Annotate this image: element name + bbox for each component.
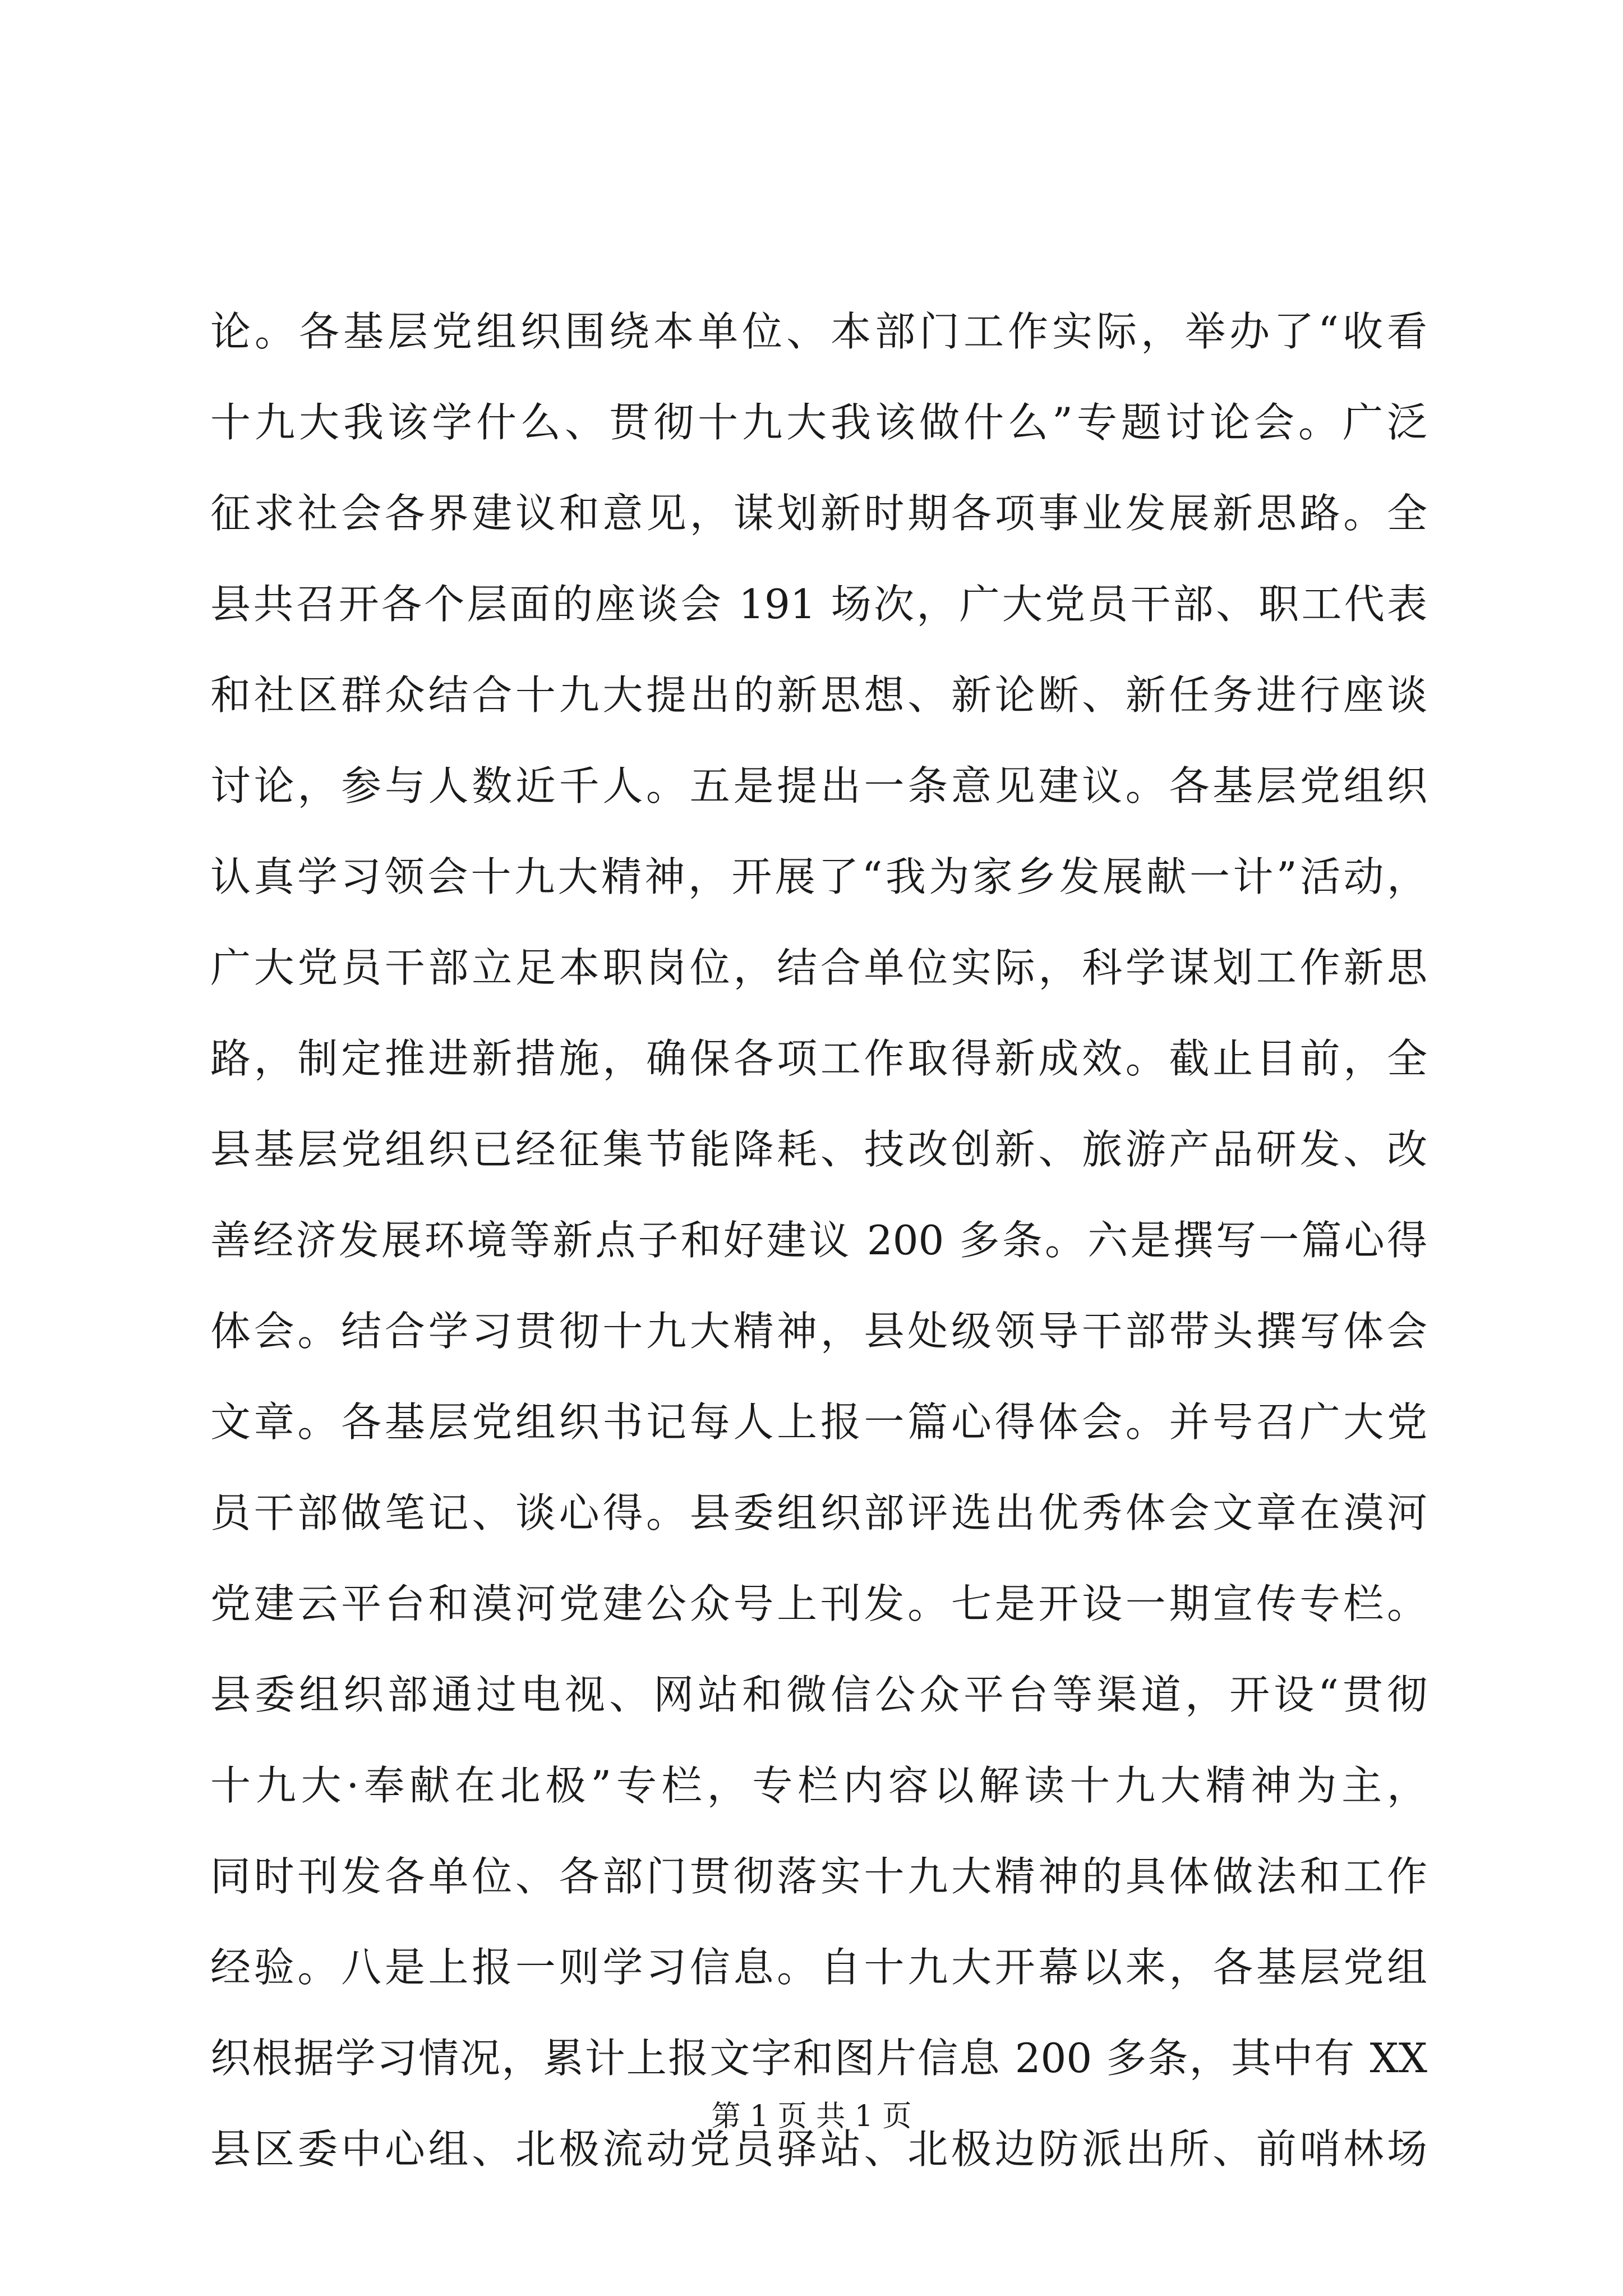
text-line-15: 党建云平台和漠河党建公众号上刊发。七是开设一期宣传专栏。: [210, 1580, 1427, 1627]
text-line-8: 广大党员干部立足本职岗位，结合单位实际，科学谋划工作新思: [210, 944, 1427, 991]
text-line-4: 县共召开各个层面的座谈会 191 场次，广大党员干部、职工代表: [210, 581, 1427, 628]
body-text: [210, 286, 1427, 2194]
text-line-5: 和社区群众结合十九大提出的新思想、新论断、新任务进行座谈: [210, 671, 1427, 719]
text-line-20: 织根据学习情况，累计上报文字和图片信息 200 多条，其中有 XX: [210, 2035, 1427, 2082]
page-footer: [0, 2097, 1623, 2136]
text-line-19: 经验。八是上报一则学习信息。自十九大开幕以来，各基层党组: [210, 1944, 1427, 1991]
text-line-2: 十九大我该学什么、贯彻十九大我该做什么”专题讨论会。广泛: [210, 399, 1427, 446]
text-line-1: 论。各基层党组织围绕本单位、本部门工作实际，举办了“收看: [210, 308, 1427, 355]
text-line-21: 县区委中心组、北极流动党员驿站、北极边防派出所、前哨林场: [210, 2125, 1427, 2173]
text-line-7: 认真学习领会十九大精神，开展了“我为家乡发展献一计”活动，: [210, 853, 1427, 900]
text-line-9: 路，制定推进新措施，确保各项工作取得新成效。截止目前，全: [210, 1035, 1427, 1082]
text-line-16: 县委组织部通过电视、网站和微信公众平台等渠道，开设“贯彻: [210, 1671, 1427, 1718]
text-line-13: 文章。各基层党组织书记每人上报一篇心得体会。并号召广大党: [210, 1398, 1427, 1446]
text-line-17: 十九大·奉献在北极”专栏，专栏内容以解读十九大精神为主，: [210, 1762, 1427, 1809]
text-line-14: 员干部做笔记、谈心得。县委组织部评选出优秀体会文章在漠河: [210, 1489, 1427, 1536]
text-line-3: 征求社会各界建议和意见，谋划新时期各项事业发展新思路。全: [210, 490, 1427, 537]
text-line-10: 县基层党组织已经征集节能降耗、技改创新、旅游产品研发、改: [210, 1126, 1427, 1173]
text-line-18: 同时刊发各单位、各部门贯彻落实十九大精神的具体做法和工作: [210, 1853, 1427, 1900]
page-number-label: 第 1 页 共 1 页: [711, 2100, 912, 2133]
text-line-12: 体会。结合学习贯彻十九大精神，县处级领导干部带头撰写体会: [210, 1308, 1427, 1355]
text-line-6: 讨论，参与人数近千人。五是提出一条意见建议。各基层党组织: [210, 762, 1427, 809]
text-line-11: 善经济发展环境等新点子和好建议 200 多条。六是撰写一篇心得: [210, 1217, 1427, 1264]
